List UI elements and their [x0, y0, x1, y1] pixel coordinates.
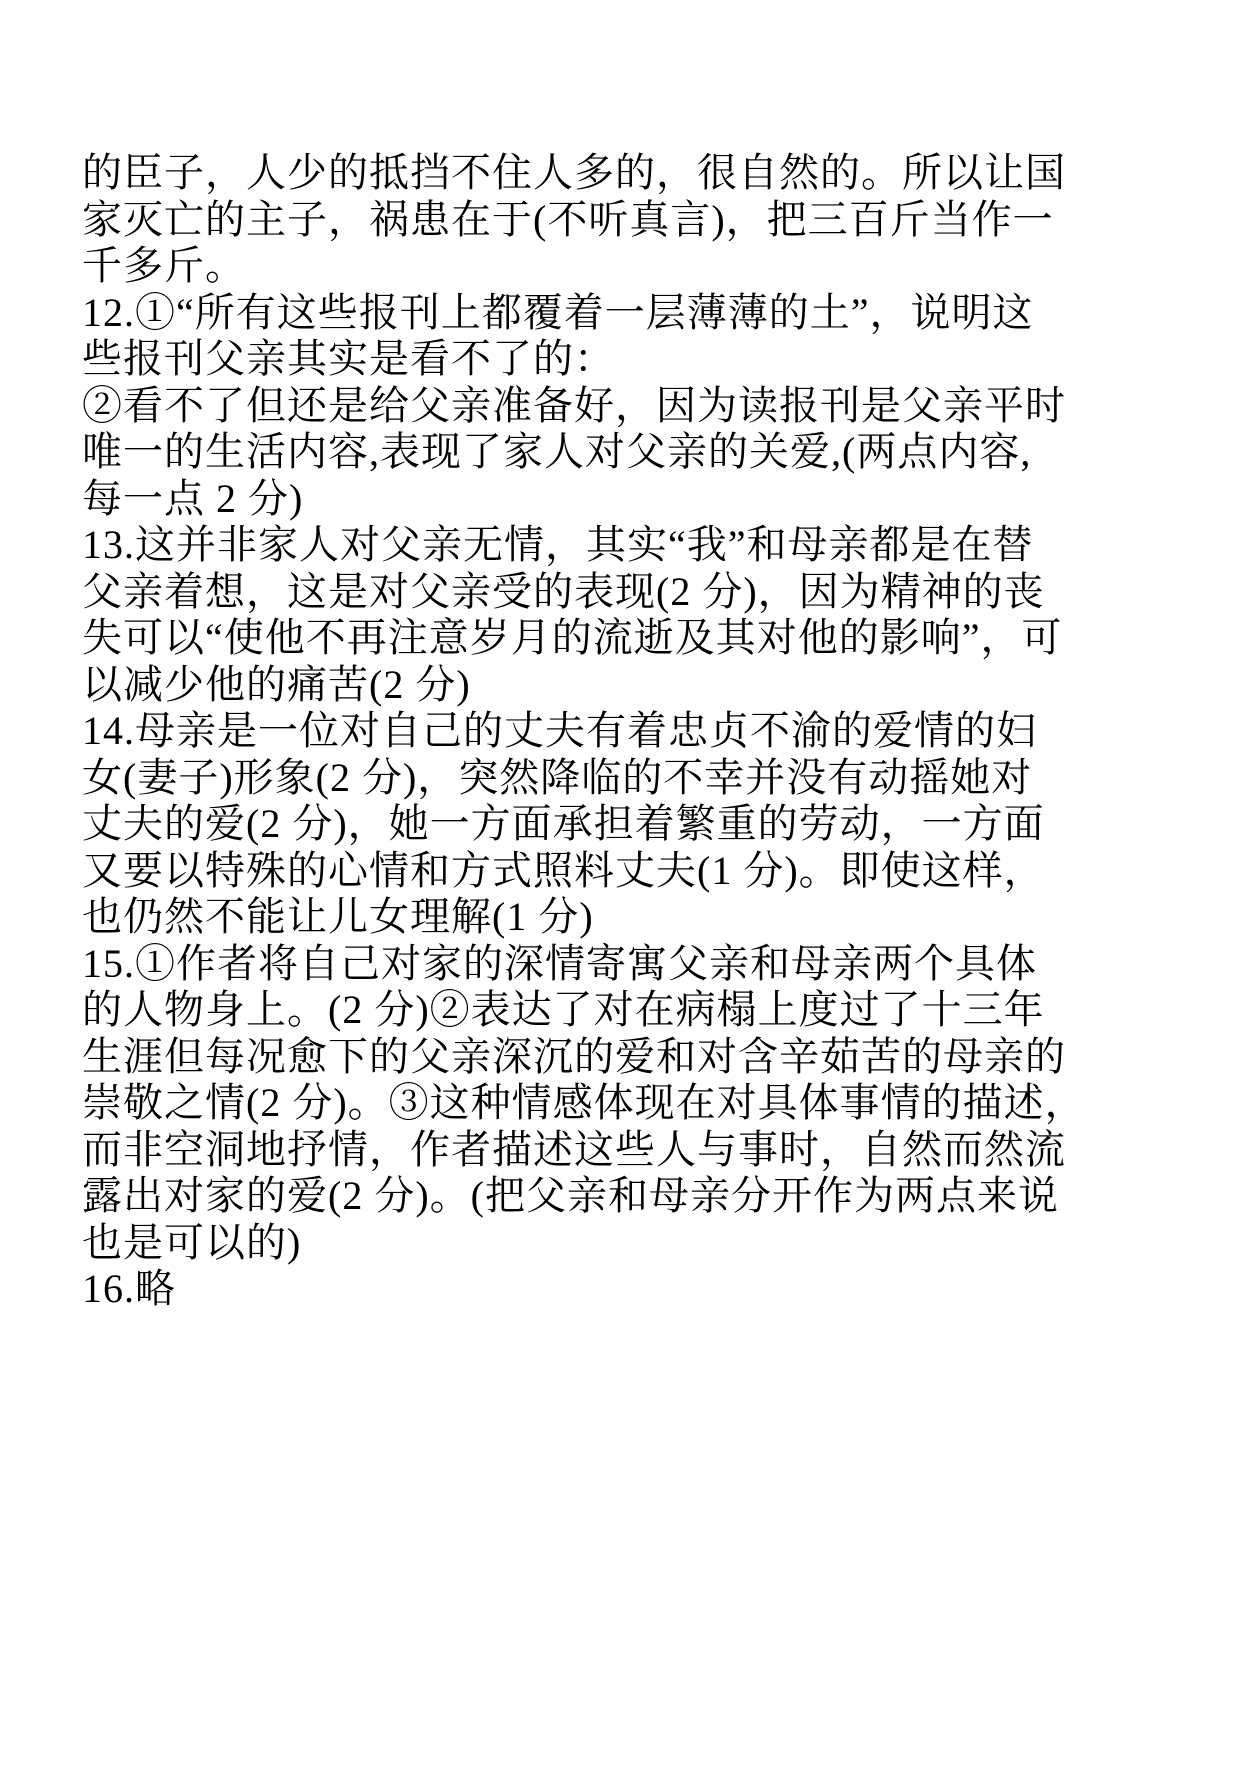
text-line-13: 14.母亲是一位对自己的丈夫有着忠贞不渝的爱情的妇	[82, 708, 1037, 753]
text-line-23: 露出对家的爱(2 分)。(把父亲和母亲分开作为两点来说	[82, 1173, 1059, 1218]
text-line-6: ②看不了但还是给父亲准备好，因为读报刊是父亲平时	[82, 382, 1066, 428]
text-line-8: 每一点 2 分)	[82, 475, 304, 521]
text-line-21: 崇敬之情(2 分)。③这种情感体现在对具体事情的描述，	[82, 1080, 1086, 1125]
text-line-4: 12.①“所有这些报刊上都覆着一层薄薄的土”，说明这	[82, 289, 1034, 335]
text-line-9: 13.这并非家人对父亲无情，其实“我”和母亲都是在替	[82, 522, 1034, 567]
text-line-12: 以减少他的痛苦(2 分)	[82, 661, 471, 707]
text-line-20: 生涯但每况愈下的父亲深沉的爱和对含辛茹苦的母亲的	[82, 1033, 1066, 1079]
text-line-2: 家灭亡的主子，祸患在于(不听真言)，把三百斤当作一	[82, 196, 1054, 242]
text-line-11: 失可以“使他不再注意岁月的流逝及其对他的影响”，可	[82, 615, 1063, 660]
text-line-16: 又要以特殊的心情和方式照料丈夫(1 分)。即使这样，	[82, 847, 1045, 893]
text-line-7: 唯一的生活内容,表现了家人对父亲的关爱,(两点内容,	[82, 429, 1032, 474]
text-line-19: 的人物身上。(2 分)②表达了对在病榻上度过了十三年	[82, 987, 1045, 1032]
text-line-22: 而非空洞地抒情，作者描述这些人与事时，自然而然流	[82, 1126, 1066, 1172]
text-line-5: 些报刊父亲其实是看不了的：	[82, 336, 615, 381]
text-line-10: 父亲着想，这是对父亲受的表现(2 分)，因为精神的丧	[82, 568, 1045, 614]
text-line-3: 千多斤。	[82, 243, 246, 288]
text-line-15: 丈夫的爱(2 分)，她一方面承担着繁重的劳动，一方面	[82, 801, 1045, 846]
text-line-14: 女(妻子)形象(2 分)，突然降临的不幸并没有动摇她对	[82, 754, 1033, 800]
text-line-1: 的臣子，人少的抵挡不住人多的，很自然的。所以让国	[82, 150, 1066, 195]
text-line-17: 也仍然不能让儿女理解(1 分)	[82, 894, 594, 939]
text-line-24: 也是可以的)	[82, 1219, 302, 1265]
text-line-18: 15.①作者将自己对家的深情寄寓父亲和母亲两个具体	[82, 940, 1037, 986]
text-line-25: 16.略	[82, 1266, 176, 1311]
answer-text-block	[82, 150, 1182, 1313]
